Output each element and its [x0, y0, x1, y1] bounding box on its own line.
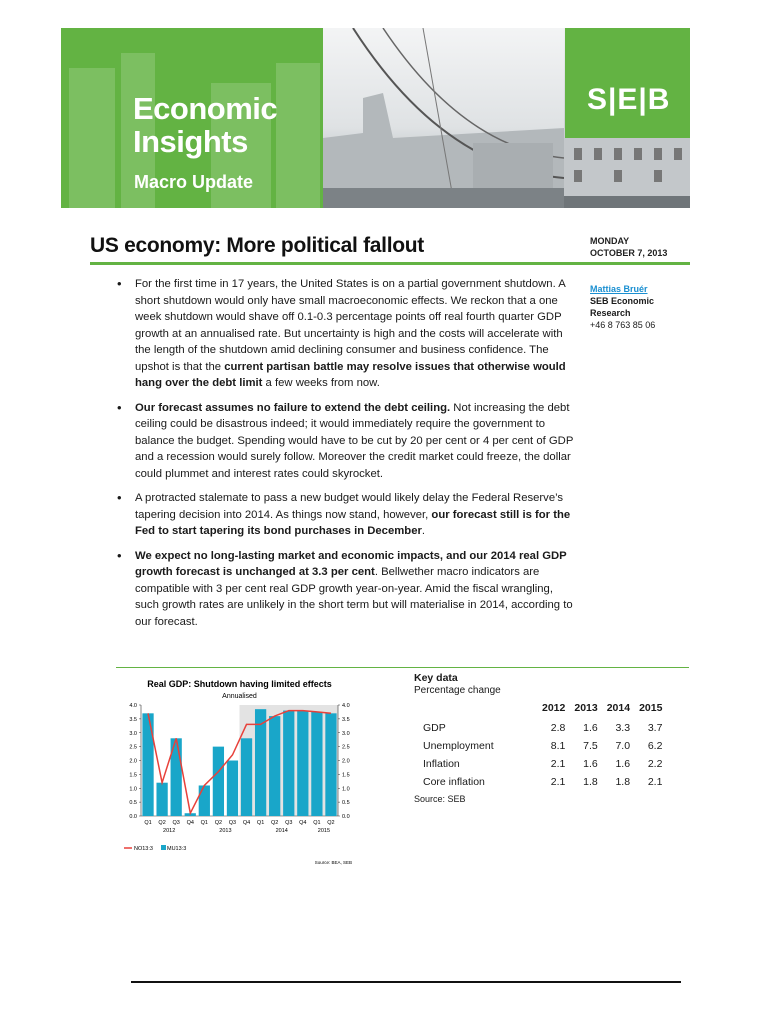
article-headline: US economy: More political fallout [90, 234, 425, 257]
key-data-subtitle: Percentage change [414, 685, 501, 696]
key-data-header-row [414, 702, 662, 722]
seb-logo: S|E|B [587, 83, 671, 116]
table-cell: 2.1 [550, 758, 566, 770]
chart-bar [311, 712, 322, 816]
chart-bar [227, 761, 238, 817]
author-phone: +46 8 763 85 06 [590, 320, 656, 330]
bullet-item [117, 548, 579, 631]
chart-bar [213, 747, 224, 816]
author-org-line2: Research [590, 308, 631, 318]
publication-title [133, 92, 277, 158]
cityscape-photo-art [323, 28, 564, 208]
chart-title: Real GDP: Shutdown having limited effects [147, 679, 332, 689]
x-year-label: 2014 [275, 828, 288, 834]
y-tick-label-left: 0.5 [129, 800, 137, 807]
author-org-line1: SEB Economic [590, 296, 655, 306]
table-cell: 1.6 [583, 722, 598, 734]
y-tick-label-right: 1.0 [342, 786, 350, 793]
chart-bar [241, 738, 252, 816]
table-row-label: Core inflation [423, 776, 485, 788]
chart-bar [199, 785, 210, 816]
chart-bar [283, 711, 294, 816]
chart-bar [325, 713, 336, 816]
table-cell: 6.2 [647, 740, 663, 752]
table-cell: 1.8 [615, 776, 631, 788]
table-cell: 8.1 [550, 740, 566, 752]
key-data-panel [414, 672, 684, 804]
section-rule [116, 667, 689, 668]
table-row-label: GDP [423, 722, 446, 734]
x-tick-label: Q1 [144, 820, 152, 826]
y-tick-label-left: 3.5 [129, 716, 137, 723]
seb-logo-box [565, 28, 690, 138]
key-data-header-year: 2015 [639, 702, 663, 714]
bullet-text: Not increasing the debt ceiling could be disastrous indeed; it would immediately require the government to balance the budget. Spending would have to be cut by 20 per cent or 4 per cent of GDP and a recession would surely follow. Moreover the credit market could freeze, the dollar could plummet and interest rates could skyrocket. [135, 401, 574, 480]
table-cell: 7.5 [583, 740, 598, 752]
table-cell: 2.2 [647, 758, 663, 770]
table-cell: 1.6 [583, 758, 598, 770]
x-tick-label: Q2 [158, 820, 166, 826]
key-data-header-blank [414, 702, 533, 722]
y-tick-label-left: 1.5 [129, 772, 137, 779]
x-tick-label: Q1 [313, 820, 321, 826]
gdp-chart [116, 672, 361, 872]
y-tick-label-right: 2.0 [342, 758, 350, 765]
header-banner [61, 28, 690, 208]
x-tick-label: Q3 [172, 820, 180, 826]
bullet-emphasis: our forecast still is for the Fed to start tapering its bond purchases in December [135, 508, 571, 537]
chart-subtitle: Annualised [222, 693, 257, 700]
y-tick-label-right: 1.5 [342, 772, 350, 779]
chart-bar [142, 713, 153, 816]
table-cell: 3.7 [647, 722, 663, 734]
bullet-item [117, 400, 579, 483]
bullet-text: For the first time in 17 years, the United States is on a partial government shutdown. A short shutdown would only have small macroeconomic effects. We reckon that a one week shutdown would shave off 0.1-0.3 percentage points off real fourth quarter GDP growth at an annualised rate. But uncertainty is high and the costs will accelerate with the length of the shutdown amid declining consumer and business confidence. The upshot is that the [135, 278, 566, 373]
bullet-emphasis: Our forecast assumes no failure to extend the debt ceiling. [135, 401, 451, 414]
author-name-link[interactable]: Mattias Bruér [590, 284, 648, 294]
x-tick-label: Q4 [242, 820, 251, 826]
legend-label: MU13:3 [167, 846, 187, 852]
table-row-label: Unemployment [423, 740, 494, 752]
x-tick-label: Q2 [214, 820, 223, 826]
table-row [414, 758, 662, 776]
building-silhouette [276, 63, 320, 208]
y-tick-label-right: 0.5 [342, 800, 350, 807]
y-tick-label-right: 3.0 [342, 730, 350, 737]
footer-rule [131, 981, 681, 983]
publication-title-line2: Insights [133, 124, 248, 159]
table-cell: 1.6 [615, 758, 631, 770]
table-row-label: Inflation [423, 758, 460, 770]
x-tick-label: Q4 [186, 820, 194, 826]
table-cell: 3.3 [615, 722, 631, 734]
bullet-text: . Bellwether macro indicators are compatible with 3 per cent real GDP growth year-on-year. Amid the fiscal wrangling, such growth rates are unlikely in the short term but will materialise in 2014, according to our forecast. [135, 566, 573, 628]
legend-bar-swatch [161, 845, 166, 850]
key-data-title: Key data [414, 672, 458, 684]
y-tick-label-left: 1.0 [129, 786, 137, 793]
x-tick-label: Q3 [285, 820, 293, 826]
legend-label: NO13:3 [134, 846, 153, 852]
key-data-header-year: 2013 [574, 702, 598, 714]
dateline [590, 235, 667, 259]
bullet-text: . [421, 525, 426, 537]
x-tick-label: Q2 [327, 820, 335, 826]
x-tick-label: Q1 [200, 820, 208, 826]
publication-title-line1: Economic [133, 91, 278, 126]
key-data-header-year: 2014 [606, 702, 631, 714]
y-tick-label-left: 2.5 [129, 744, 137, 751]
chart-bar [255, 709, 266, 816]
y-tick-label-right: 4.0 [342, 703, 350, 709]
x-tick-label: Q1 [256, 820, 265, 826]
bullet-item [117, 276, 579, 392]
cityscape-photo [323, 28, 564, 208]
x-year-label: 2013 [219, 828, 232, 834]
y-tick-label-right: 0.0 [342, 814, 350, 820]
chart-bar [156, 783, 167, 816]
y-tick-label-left: 2.0 [129, 758, 137, 765]
dateline-day: MONDAY [590, 236, 630, 246]
table-row [414, 740, 662, 758]
bullet-emphasis: We expect no long-lasting market and economic impacts, and our 2014 real GDP growth forecast is unchanged at 3.3 per cent [135, 549, 567, 578]
key-data-header-year: 2012 [542, 702, 566, 714]
bullet-text: A protracted stalemate to pass a new budget would likely delay the Federal Reserve’s tapering decision into 2014. As things now stand, however, [135, 492, 564, 521]
table-row [414, 722, 662, 740]
x-year-label: 2012 [163, 828, 176, 834]
y-tick-label-left: 0.0 [129, 814, 137, 820]
chart-source: Source: BEA, SEB [314, 860, 352, 865]
author-block [590, 283, 655, 331]
headline-rule [90, 262, 690, 265]
key-data-source: Source: SEB [414, 794, 466, 804]
x-year-label: 2015 [317, 828, 331, 834]
y-tick-label-left: 3.0 [129, 730, 137, 737]
chart-bar [269, 716, 280, 816]
table-cell: 1.8 [583, 776, 598, 788]
table-cell: 7.0 [615, 740, 631, 752]
key-data-table [414, 702, 662, 794]
table-cell: 2.1 [550, 776, 566, 788]
publication-subtitle: Macro Update [134, 172, 254, 192]
y-tick-label-right: 3.5 [342, 716, 350, 723]
gdp-chart-svg [116, 672, 361, 872]
dateline-date: OCTOBER 7, 2013 [590, 248, 668, 258]
x-tick-label: Q2 [271, 820, 279, 826]
y-tick-label-right: 2.5 [342, 744, 350, 751]
table-row [414, 776, 662, 794]
x-tick-label: Q3 [228, 820, 237, 826]
article-bullets [117, 276, 579, 638]
banner-green-panel [61, 28, 323, 208]
table-cell: 2.1 [647, 776, 663, 788]
bullet-emphasis: current partisan battle may resolve issues that otherwise would hang over the debt limit [135, 360, 566, 389]
bullet-text: a few weeks from now. [262, 377, 380, 389]
bullet-item [117, 490, 579, 540]
x-tick-label: Q4 [299, 820, 307, 826]
y-tick-label-left: 4.0 [129, 703, 137, 709]
chart-bar [297, 711, 308, 816]
building-silhouette [69, 68, 115, 208]
table-cell: 2.8 [550, 722, 566, 734]
